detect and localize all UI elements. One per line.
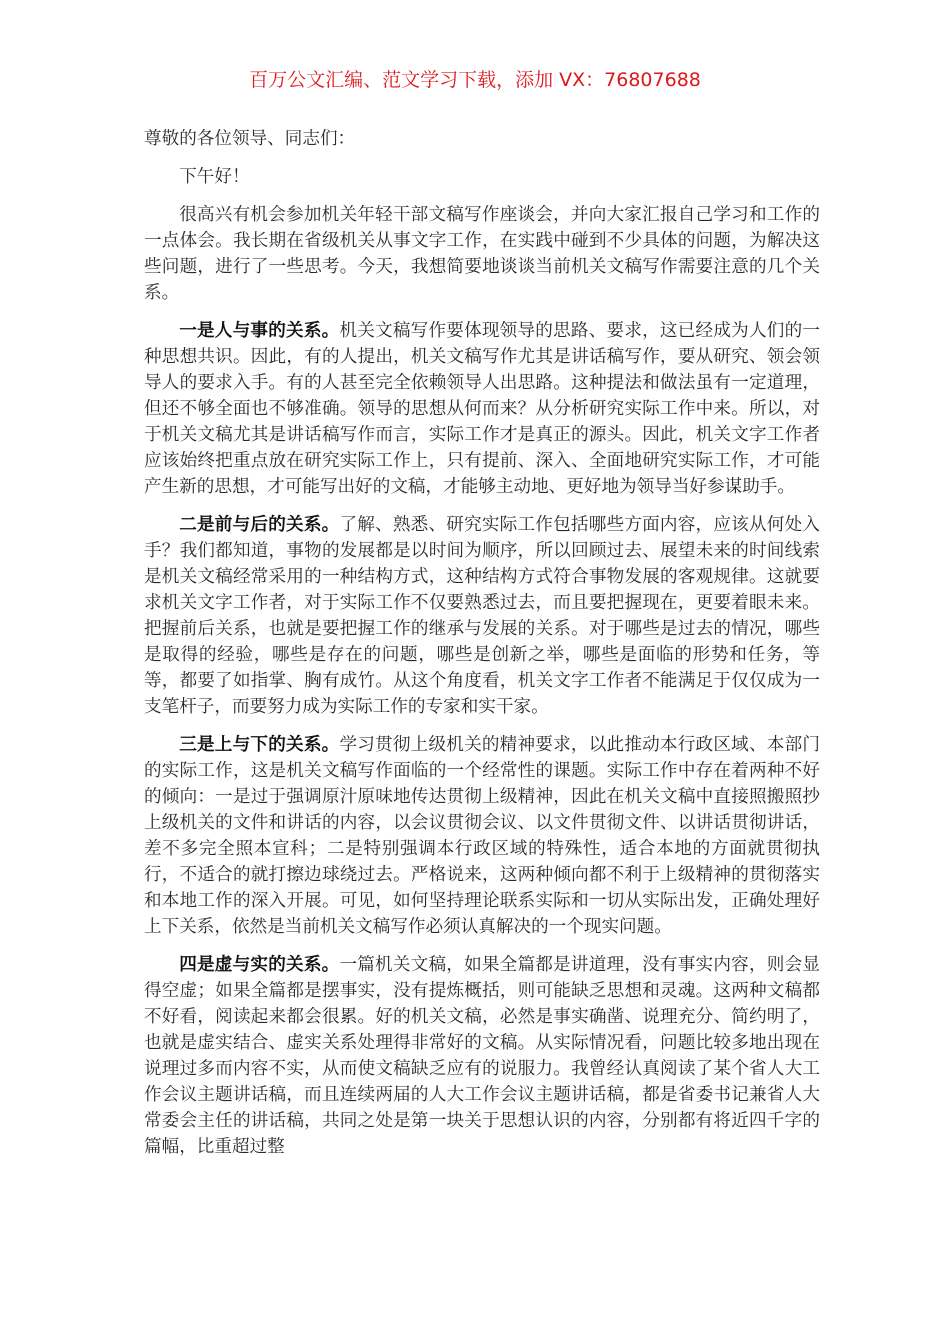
section-lead: 一是人与事的关系。	[179, 321, 340, 341]
section-text: 学习贯彻上级机关的精神要求，以此推动本行政区域、本部门的实际工作，这是机关文稿写作面临的一个经常性的课题。实际工作中存在着两种不好的倾向：一是过于强调原汁原味地传达贯彻上级精神，因此在机关文稿中直接照搬照抄上级机关的文件和讲话的内容，以会议贯彻会议、以文件贯彻文件、以讲话贯彻讲话，差不多完全照本宣科；二是特别强调本行政区域的特殊性，适合本地的方面就贯彻执行，不适合的就打擦边球绕过去。严格说来，这两种倾向都不利于上级精神的贯彻落实和本地工作的深入开展。可见，如何坚持理论联系实际和一切从实际出发，正确处理好上下关系，依然是当前机关文稿写作必须认真解决的一个现实问题。	[144, 735, 820, 937]
section-text: 了解、熟悉、研究实际工作包括哪些方面内容，应该从何处入手？我们都知道，事物的发展都是以时间为顺序，所以回顾过去、展望未来的时间线索是机关文稿经常采用的一种结构方式，这种结构方式符合事物发展的客观规律。这就要求机关文字工作者，对于实际工作不仅要熟悉过去，而且要把握现在，更要着眼未来。把握前后关系，也就是要把握工作的继承与发展的关系。对于哪些是过去的情况，哪些是取得的经验，哪些是存在的问题，哪些是创新之举，哪些是面临的形势和任务，等等，都要了如指掌、胸有成竹。从这个角度看，机关文字工作者不能满足于仅仅成为一支笔杆子，而要努力成为实际工作的专家和实干家。	[144, 515, 820, 717]
greeting: 下午好！	[179, 167, 250, 187]
section-text: 机关文稿写作要体现领导的思路、要求，这已经成为人们的一种思想共识。因此，有的人提出，机关文稿写作尤其是讲话稿写作，要从研究、领会领导人的要求入手。有的人甚至完全依赖领导人出思路。这种提法和做法虽有一定道理，但还不够全面也不够准确。领导的思想从何而来？从分析研究实际工作中来。所以，对于机关文稿尤其是讲话稿写作而言，实际工作才是真正的源头。因此，机关文字工作者应该始终把重点放在研究实际工作上，只有提前、深入、全面地研究实际工作，才可能产生新的思想，才可能写出好的文稿，才能够主动地、更好地为领导当好参谋助手。	[144, 321, 820, 497]
section-paragraph	[144, 952, 820, 1160]
section-lead: 四是虚与实的关系。	[179, 955, 340, 975]
section-lead: 二是前与后的关系。	[179, 515, 340, 535]
section-paragraph	[144, 732, 820, 940]
document-body	[144, 126, 820, 1172]
salutation: 尊敬的各位领导、同志们：	[144, 129, 356, 149]
section-lead: 三是上与下的关系。	[179, 735, 340, 755]
header-banner: 百万公文汇编、范文学习下载，添加 VX：76807688	[249, 69, 701, 91]
intro-paragraph: 很高兴有机会参加机关年轻干部文稿写作座谈会，并向大家汇报自己学习和工作的一点体会。我长期在省级机关从事文字工作，在实践中碰到不少具体的问题，为解决这些问题，进行了一些思考。今天，我想简要地谈谈当前机关文稿写作需要注意的几个关系。	[144, 205, 820, 303]
section-paragraph	[144, 318, 820, 500]
section-text: 一篇机关文稿，如果全篇都是讲道理，没有事实内容，则会显得空虚；如果全篇都是摆事实，没有提炼概括，则可能缺乏思想和灵魂。这两种文稿都不好看，阅读起来都会很累。好的机关文稿，必然是事实确凿、说理充分、简约明了，也就是虚实结合、虚实关系处理得非常好的文稿。从实际情况看，问题比较多地出现在说理过多而内容不实，从而使文稿缺乏应有的说服力。我曾经认真阅读了某个省人大工作会议主题讲话稿，而且连续两届的人大工作会议主题讲话稿，都是省委书记兼省人大常委会主任的讲话稿，共同之处是第一块关于思想认识的内容，分别都有将近四千字的篇幅，比重超过整	[144, 955, 820, 1157]
section-paragraph	[144, 512, 820, 720]
